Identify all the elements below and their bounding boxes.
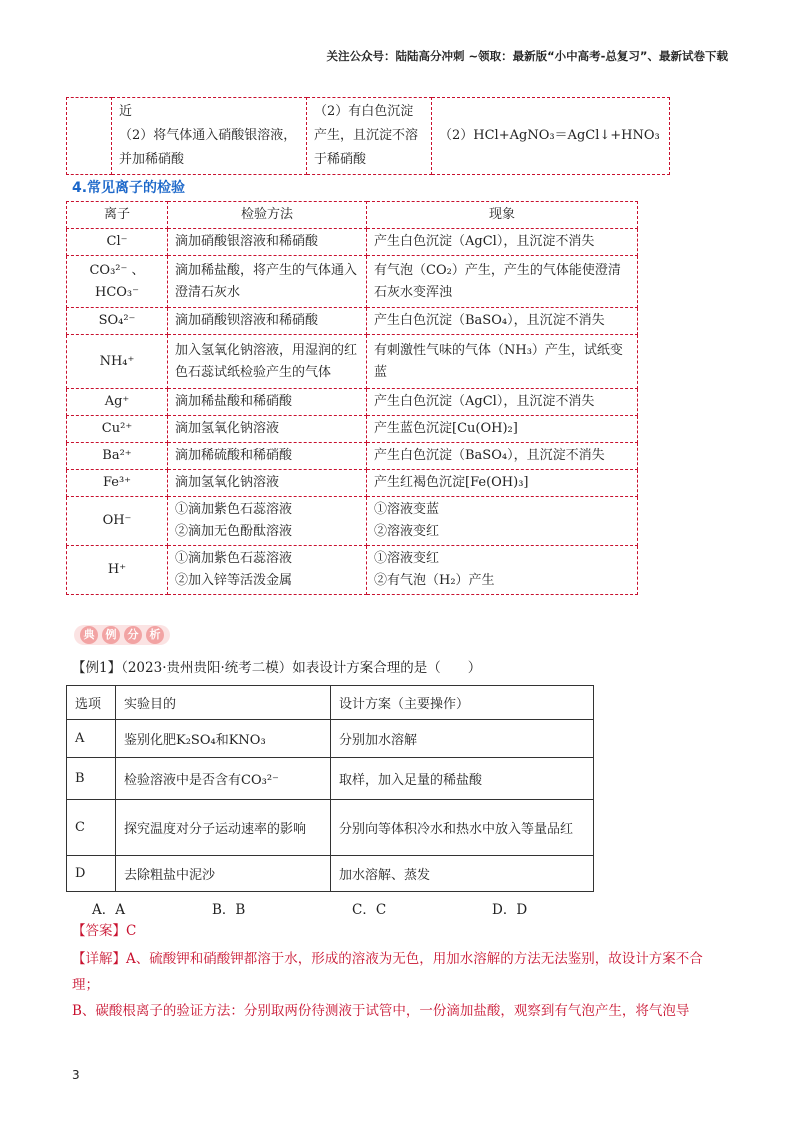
ion-cell-phen: 产生白色沉淀（BaSO₄），且沉淀不消失 <box>367 308 638 335</box>
ion-cell-method: 滴加稀硫酸和稀硝酸 <box>168 443 367 470</box>
question-cell-plan: 分别向等体积冷水和热水中放入等量品红 <box>331 800 594 856</box>
choice-c: C．C <box>352 902 387 918</box>
qheader-goal: 实验目的 <box>116 686 331 720</box>
choice-a: A．A <box>92 902 125 918</box>
question-row <box>67 800 594 856</box>
phenomenon-cell: （2）有白色沉淀产生，且沉淀不溶于稀硝酸 <box>307 98 432 175</box>
question-cell-opt: B <box>67 758 116 800</box>
ion-row <box>67 256 638 308</box>
ion-cell-method: 滴加氢氧化钠溶液 <box>168 470 367 497</box>
badge-char: 分 <box>124 626 142 644</box>
ion-cell-ion: Cu²⁺ <box>67 416 168 443</box>
ion-row <box>67 335 638 389</box>
ion-cell-method: ①滴加紫色石蕊溶液 ②加入锌等活泼金属 <box>168 546 367 595</box>
ion-row <box>67 443 638 470</box>
example-badge <box>74 625 170 645</box>
question-table <box>66 685 594 892</box>
ion-cell-phen: 产生白色沉淀（AgCl），且沉淀不消失 <box>367 389 638 416</box>
ion-row <box>67 470 638 497</box>
equation-cell: （2）HCl+AgNO₃＝AgCl↓+HNO₃ <box>432 98 670 175</box>
detail-b: B、碳酸根离子的验证方法：分别取两份待测液于试管中，一份滴加盐酸，观察到有气泡产生，将气泡导 <box>72 1003 690 1019</box>
qheader-plan: 设计方案（主要操作） <box>331 686 594 720</box>
ion-cell-ion: Cl⁻ <box>67 229 168 256</box>
ion-cell-method: 滴加氢氧化钠溶液 <box>168 416 367 443</box>
ion-cell-method: ①滴加紫色石蕊溶液 ②滴加无色酚酞溶液 <box>168 497 367 546</box>
question-row <box>67 720 594 758</box>
badge-char: 析 <box>146 626 164 644</box>
ion-row <box>67 546 638 595</box>
question-text: 【例1】（2023·贵州贵阳·统考二模）如表设计方案合理的是（ ） <box>72 660 482 676</box>
ion-row <box>67 497 638 546</box>
question-cell-goal: 去除粗盐中泥沙 <box>116 856 331 892</box>
continued-table <box>66 97 670 175</box>
header-ion: 离子 <box>67 202 168 229</box>
page-number: 3 <box>72 1068 80 1082</box>
header-phenomenon: 现象 <box>367 202 638 229</box>
ion-row <box>67 389 638 416</box>
ion-cell-ion: Fe³⁺ <box>67 470 168 497</box>
ion-cell-method: 加入氢氧化钠溶液，用湿润的红色石蕊试纸检验产生的气体 <box>168 335 367 389</box>
answer: 【答案】C <box>72 923 137 939</box>
ion-cell-phen: 有气泡（CO₂）产生，产生的气体能使澄清石灰水变浑浊 <box>367 256 638 308</box>
ion-cell-ion: H⁺ <box>67 546 168 595</box>
ion-cell-phen: ①溶液变蓝 ②溶液变红 <box>367 497 638 546</box>
ion-cell-method: 滴加稀盐酸，将产生的气体通入澄清石灰水 <box>168 256 367 308</box>
detail-a: 【详解】A、硫酸钾和硝酸钾都溶于水，形成的溶液为无色，用加水溶解的方法无法鉴别，故设计方案不合理； <box>72 951 703 993</box>
question-row <box>67 856 594 892</box>
question-cell-opt: D <box>67 856 116 892</box>
ion-cell-phen: 产生白色沉淀（BaSO₄），且沉淀不消失 <box>367 443 638 470</box>
choice-b: B．B <box>212 902 246 918</box>
question-cell-plan: 分别加水溶解 <box>331 720 594 758</box>
question-cell-goal: 检验溶液中是否含有CO₃²⁻ <box>116 758 331 800</box>
ion-row <box>67 416 638 443</box>
ion-cell-phen: ①溶液变红 ②有气泡（H₂）产生 <box>367 546 638 595</box>
header-method: 检验方法 <box>168 202 367 229</box>
badge-char: 例 <box>102 626 120 644</box>
ion-cell-phen: 产生白色沉淀（AgCl），且沉淀不消失 <box>367 229 638 256</box>
ion-cell-ion: Ag⁺ <box>67 389 168 416</box>
question-cell-opt: C <box>67 800 116 856</box>
ion-cell-ion: OH⁻ <box>67 497 168 546</box>
ion-cell-ion: CO₃²⁻ 、HCO₃⁻ <box>67 256 168 308</box>
question-row <box>67 758 594 800</box>
ion-cell-method: 滴加硝酸钡溶液和稀硝酸 <box>168 308 367 335</box>
page-header: 关注公众号：陆陆高分冲刺 ~领取：最新版“小中高考-总复习”、最新试卷下载 <box>326 49 728 63</box>
qheader-option: 选项 <box>67 686 116 720</box>
ion-row <box>67 308 638 335</box>
ion-cell-ion: NH₄⁺ <box>67 335 168 389</box>
ion-cell-method: 滴加稀盐酸和稀硝酸 <box>168 389 367 416</box>
ion-cell-phen: 产生红褐色沉淀[Fe(OH)₃] <box>367 470 638 497</box>
ion-cell-ion: SO₄²⁻ <box>67 308 168 335</box>
badge-char: 典 <box>80 626 98 644</box>
question-cell-opt: A <box>67 720 116 758</box>
ion-test-table <box>66 201 638 595</box>
ion-cell-ion: Ba²⁺ <box>67 443 168 470</box>
question-cell-goal: 探究温度对分子运动速率的影响 <box>116 800 331 856</box>
section-title: 4.常见离子的检验 <box>72 180 186 196</box>
ion-cell-phen: 有刺激性气味的气体（NH₃）产生，试纸变蓝 <box>367 335 638 389</box>
ion-row <box>67 229 638 256</box>
question-cell-plan: 取样，加入足量的稀盐酸 <box>331 758 594 800</box>
question-cell-plan: 加水溶解、蒸发 <box>331 856 594 892</box>
choice-d: D．D <box>492 902 528 918</box>
question-cell-goal: 鉴别化肥K₂SO₄和KNO₃ <box>116 720 331 758</box>
method-line1: 近 <box>119 104 133 119</box>
method-line2: （2）将气体通入硝酸银溶液，并加稀硝酸 <box>119 128 297 167</box>
ion-cell-method: 滴加硝酸银溶液和稀硝酸 <box>168 229 367 256</box>
ion-cell-phen: 产生蓝色沉淀[Cu(OH)₂] <box>367 416 638 443</box>
